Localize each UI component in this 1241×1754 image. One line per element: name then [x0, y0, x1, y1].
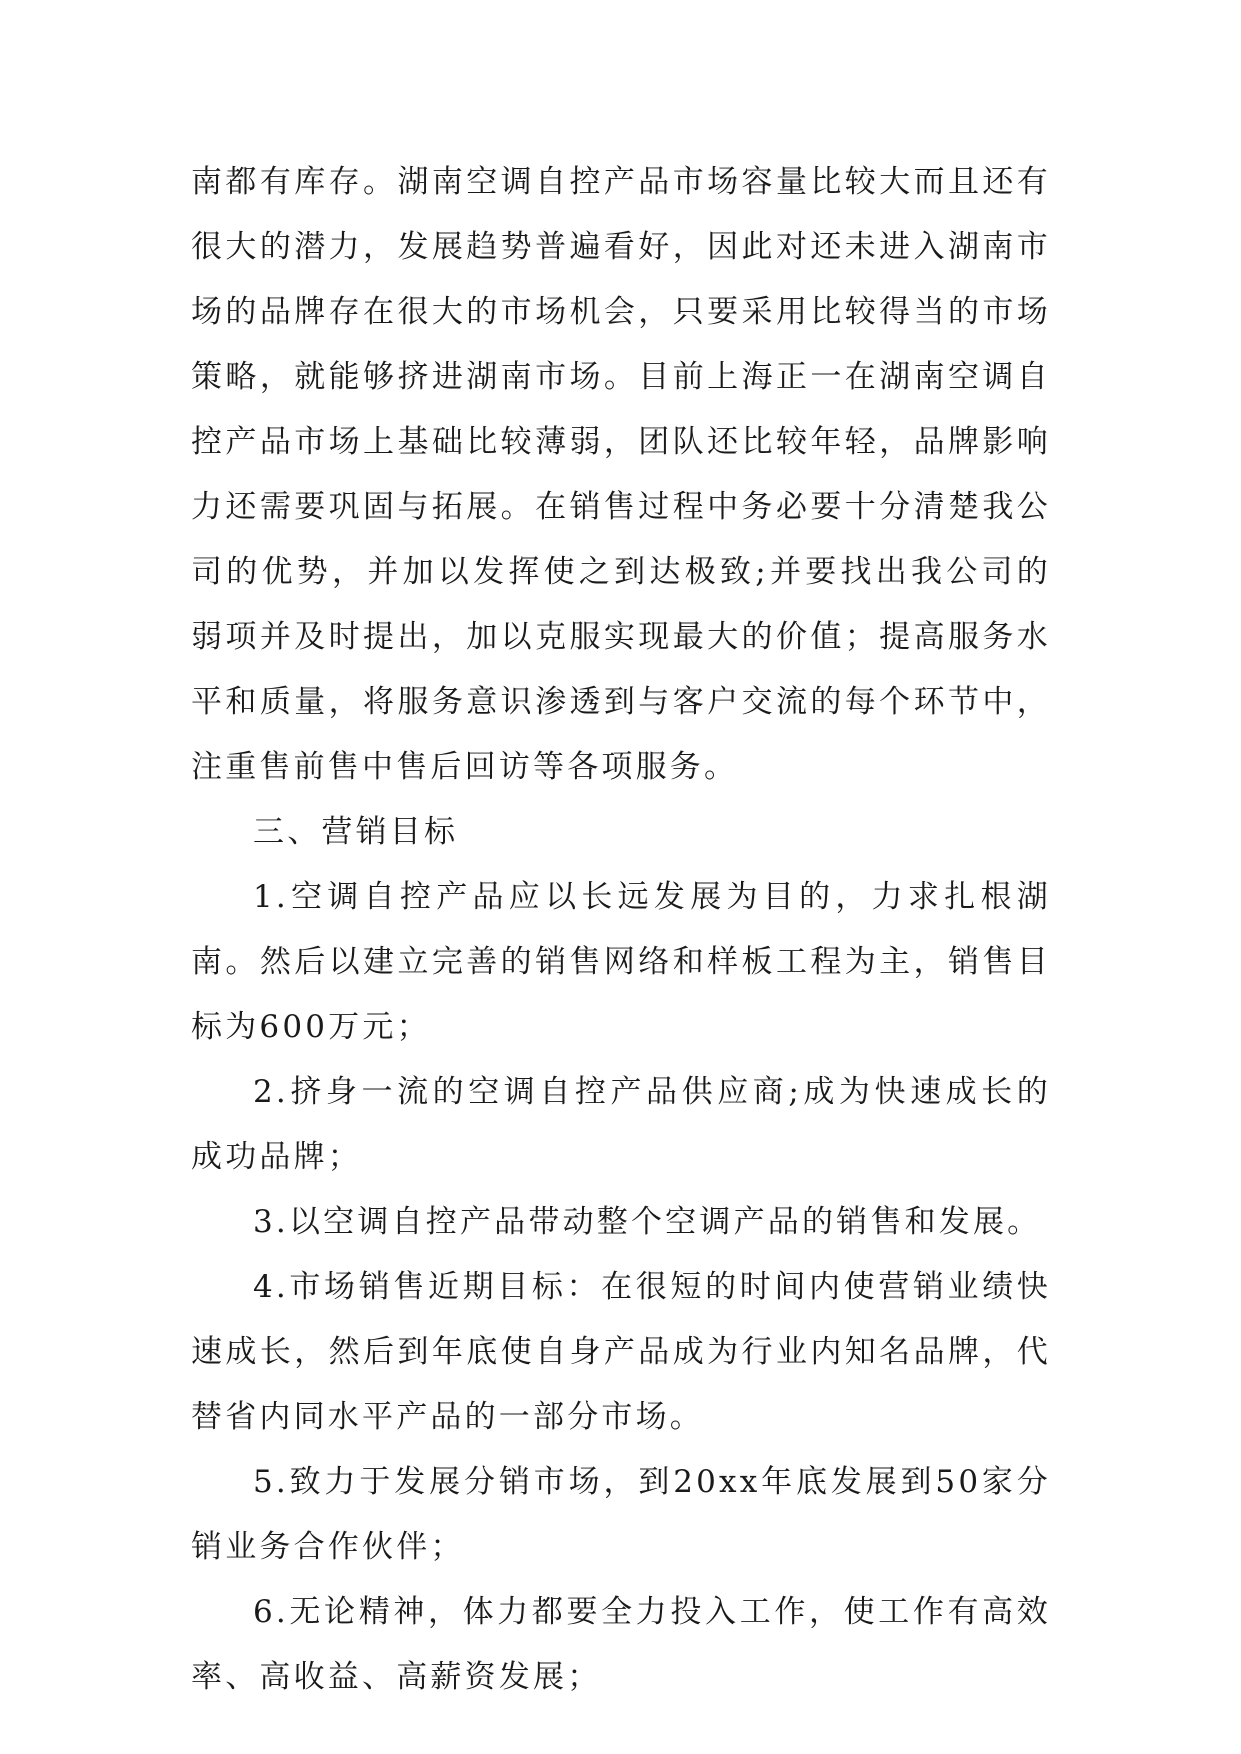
goal-item-3: 3.以空调自控产品带动整个空调产品的销售和发展。 — [253, 1204, 1042, 1240]
goal-item-6: 6.无论精神，体力都要全力投入工作，使工作有高效率、高收益、高薪资发展； — [191, 1594, 1051, 1695]
goal-item-4: 4.市场销售近期目标：在很短的时间内使营销业绩快速成长，然后到年底使自身产品成为行业内知名品牌，代替省内同水平产品的一部分市场。 — [191, 1269, 1051, 1435]
intro-paragraph: 南都有库存。湖南空调自控产品市场容量比较大而且还有很大的潜力，发展趋势普遍看好，因此对还未进入湖南市场的品牌存在很大的市场机会，只要采用比较得当的市场策略，就能够挤进湖南市场。目前上海正一在湖南空调自控产品市场上基础比较薄弱，团队还比较年轻，品牌影响力还需要巩固与拓展。在销售过程中务必要十分清楚我公司的优势，并加以发挥使之到达极致;并要找出我公司的弱项并及时提出，加以克服实现最大的价值；提高服务水平和质量，将服务意识渗透到与客户交流的每个环节中，注重售前售中售后回访等各项服务。 — [191, 164, 1051, 785]
goal-item-2: 2.挤身一流的空调自控产品供应商;成为快速成长的成功品牌； — [191, 1074, 1051, 1175]
document-body — [191, 150, 1051, 1710]
goal-item-1: 1.空调自控产品应以长远发展为目的，力求扎根湖南。然后以建立完善的销售网络和样板工程为主，销售目标为600万元； — [191, 879, 1051, 1045]
section-heading: 三、营销目标 — [253, 814, 459, 850]
goal-item-5: 5.致力于发展分销市场，到20xx年底发展到50家分销业务合作伙伴； — [191, 1464, 1051, 1565]
